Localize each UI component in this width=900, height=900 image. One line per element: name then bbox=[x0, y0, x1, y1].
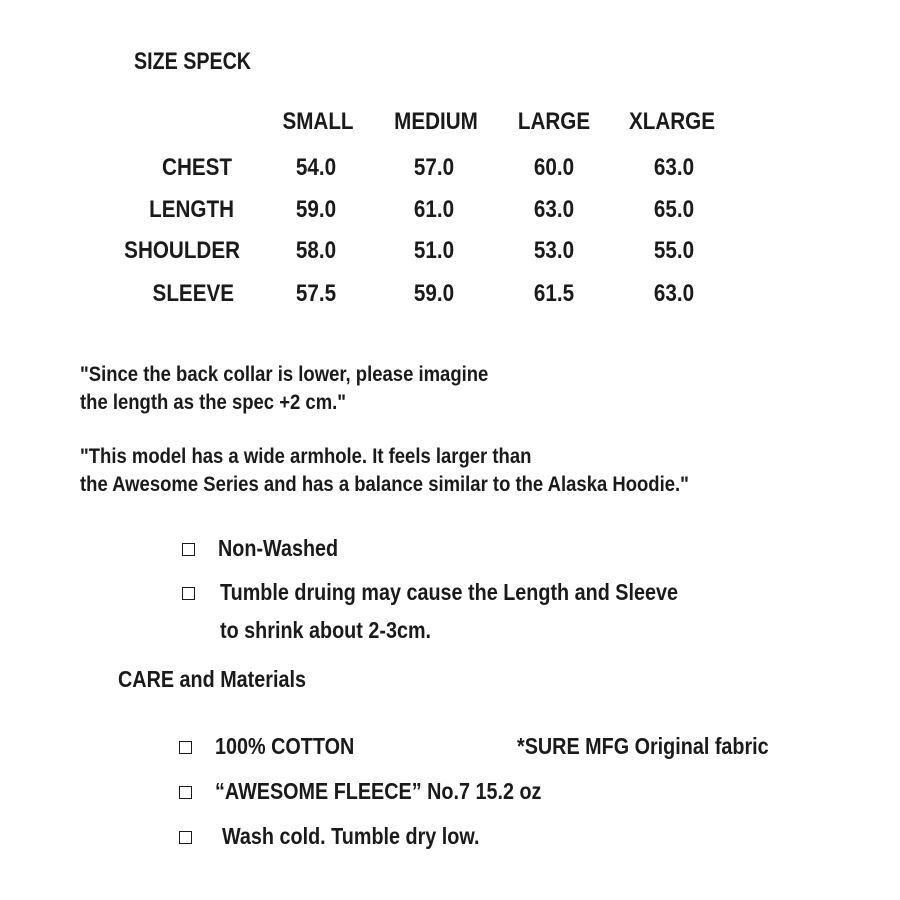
care-item-text: Wash cold. Tumble dry low. bbox=[222, 823, 480, 849]
checkbox-icon bbox=[179, 786, 192, 799]
checkbox-icon bbox=[182, 543, 195, 556]
note-collar bbox=[80, 361, 488, 417]
table-cell: 53.0 bbox=[533, 237, 575, 264]
care-item-text: 100% COTTON bbox=[215, 733, 355, 759]
table-cell: 55.0 bbox=[653, 237, 695, 264]
table-cell: 61.5 bbox=[533, 280, 575, 307]
note-line: "This model has a wide armhole. It feels larger than bbox=[80, 445, 532, 468]
checkbox-icon bbox=[179, 741, 192, 754]
note-armhole bbox=[80, 443, 689, 499]
table-cell: 63.0 bbox=[533, 196, 575, 223]
table-cell: 63.0 bbox=[653, 280, 695, 307]
note-line: the length as the spec +2 cm." bbox=[80, 391, 347, 414]
column-header-xlarge: XLARGE bbox=[628, 108, 715, 135]
row-label-chest: CHEST bbox=[162, 154, 232, 181]
page-title: SIZE SPECK bbox=[134, 48, 252, 75]
table-cell: 61.0 bbox=[413, 196, 455, 223]
table-cell: 51.0 bbox=[413, 237, 455, 264]
row-label-length: LENGTH bbox=[149, 196, 234, 223]
table-cell: 59.0 bbox=[295, 196, 337, 223]
table-cell: 60.0 bbox=[533, 154, 575, 181]
wash-item-text: Non-Washed bbox=[218, 535, 339, 561]
table-cell: 65.0 bbox=[653, 196, 695, 223]
row-label-shoulder: SHOULDER bbox=[124, 237, 240, 264]
table-cell: 54.0 bbox=[295, 154, 337, 181]
note-line: "Since the back collar is lower, please imagine bbox=[80, 363, 489, 386]
table-cell: 57.0 bbox=[413, 154, 455, 181]
note-line: the Awesome Series and has a balance similar to the Alaska Hoodie." bbox=[80, 473, 689, 496]
wash-item-text: Tumble druing may cause the Length and Sleeve bbox=[220, 579, 678, 605]
column-header-large: LARGE bbox=[517, 108, 591, 135]
table-cell: 57.5 bbox=[295, 280, 337, 307]
fabric-note: *SURE MFG Original fabric bbox=[517, 733, 769, 759]
wash-item-text: to shrink about 2-3cm. bbox=[220, 617, 432, 643]
care-section-title: CARE and Materials bbox=[118, 666, 306, 692]
table-cell: 58.0 bbox=[295, 237, 337, 264]
table-cell: 59.0 bbox=[413, 280, 455, 307]
column-header-medium: MEDIUM bbox=[394, 108, 478, 135]
care-item-text: “AWESOME FLEECE” No.7 15.2 oz bbox=[215, 778, 542, 804]
checkbox-icon bbox=[182, 587, 195, 600]
checkbox-icon bbox=[179, 831, 192, 844]
table-cell: 63.0 bbox=[653, 154, 695, 181]
column-header-small: SMALL bbox=[282, 108, 354, 135]
row-label-sleeve: SLEEVE bbox=[152, 280, 234, 307]
